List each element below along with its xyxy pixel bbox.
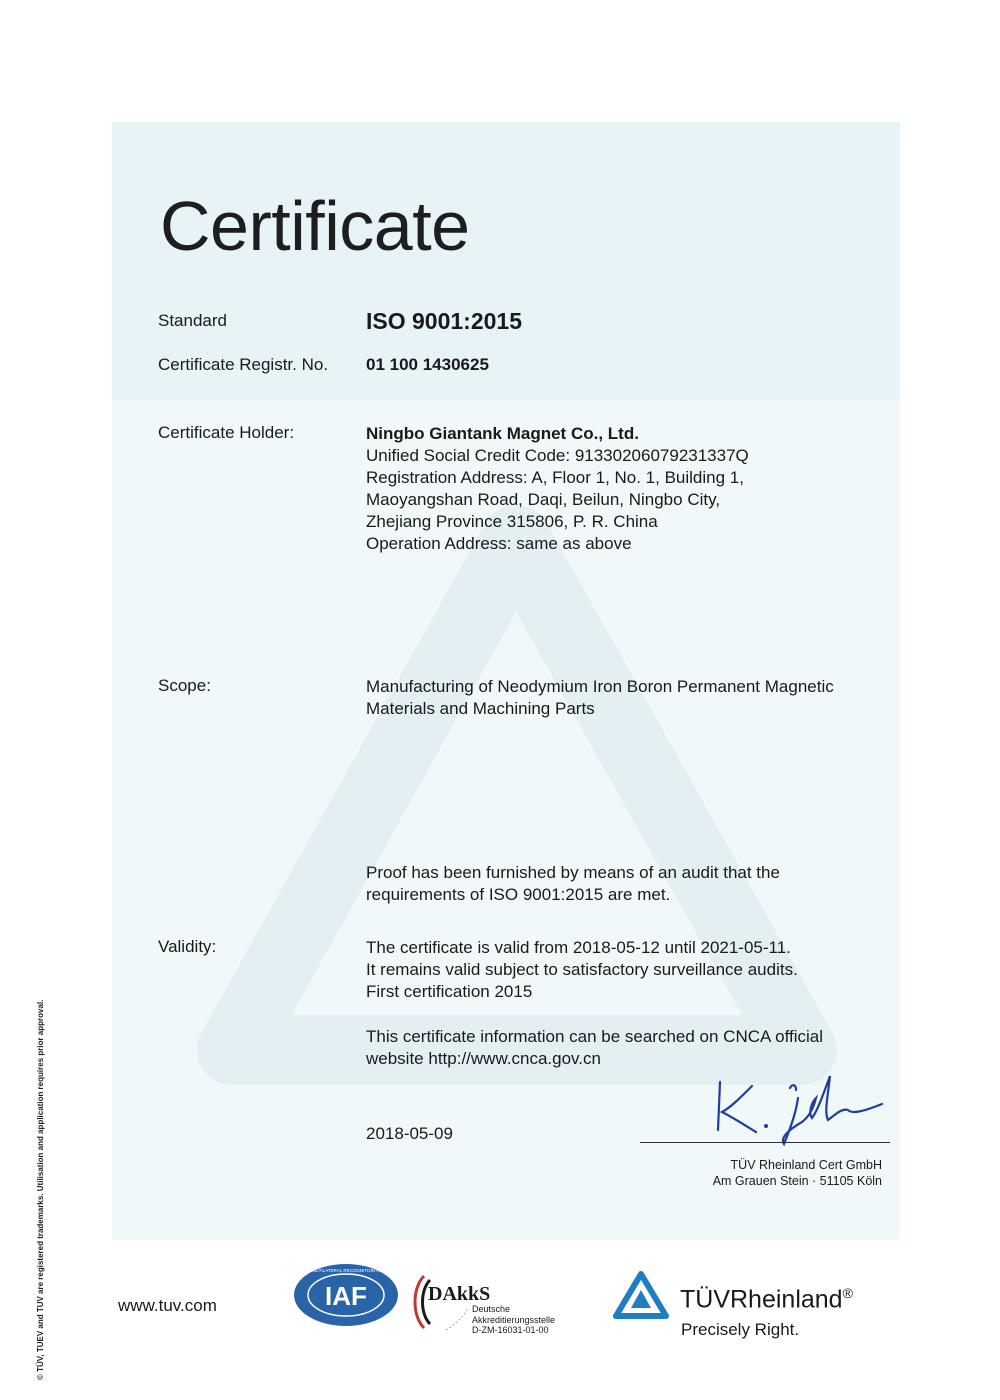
issue-date: 2018-05-09 — [366, 1124, 453, 1143]
dakks-sub-line: Deutsche — [472, 1304, 511, 1314]
validity-line: It remains valid subject to satisfactory surveillance audits. — [366, 960, 798, 979]
holder-name: Ningbo Giantank Magnet Co., Ltd. — [366, 424, 639, 443]
page-title: Certificate — [160, 187, 470, 265]
holder-line: Operation Address: same as above — [366, 534, 632, 553]
tuv-triangle-icon — [612, 1270, 670, 1320]
dakks-sub-line: Akkreditierungsstelle — [472, 1314, 556, 1325]
footer-url: www.tuv.com — [118, 1296, 217, 1315]
issuer-block — [640, 1157, 882, 1189]
proof-line: Proof has been furnished by means of an audit that the — [366, 863, 780, 882]
scope-label: Scope: — [158, 676, 211, 695]
registration-value: 01 100 1430625 — [366, 355, 489, 374]
standard-label: Standard — [158, 311, 227, 330]
tuv-slogan: Precisely Right. — [681, 1320, 800, 1339]
scope-line: Materials and Machining Parts — [366, 699, 595, 718]
cnca-block — [366, 1026, 823, 1070]
validity-label: Validity: — [158, 937, 217, 956]
holder-line: Maoyangshan Road, Daqi, Beilun, Ningbo City, — [366, 490, 721, 509]
iaf-ring-text: MEMBER OF MULTILATERAL RECOGNITION ARRANGEMENT — [280, 1268, 412, 1273]
scope-block — [366, 676, 834, 720]
cnca-line: website http://www.cnca.gov.cn — [366, 1049, 601, 1068]
holder-line: Unified Social Credit Code: 91330206079231337Q — [366, 446, 749, 465]
iaf-label: IAF — [325, 1281, 367, 1311]
issuer-address: Am Grauen Stein · 51105 Köln — [712, 1174, 882, 1188]
iaf-logo-icon — [280, 1262, 412, 1328]
holder-line: Registration Address: A, Floor 1, No. 1, Building 1, — [366, 468, 744, 487]
validity-line: The certificate is valid from 2018-05-12 until 2021-05-11. — [366, 938, 791, 957]
holder-block — [366, 423, 749, 555]
dakks-name: DAkkS — [428, 1283, 491, 1305]
issuer-name: TÜV Rheinland Cert GmbH — [730, 1158, 882, 1172]
holder-line: Zhejiang Province 315806, P. R. China — [366, 512, 658, 531]
dakks-sub — [472, 1304, 555, 1336]
validity-line: First certification 2015 — [366, 982, 533, 1001]
tuv-registered-mark: ® — [842, 1285, 853, 1301]
cnca-line: This certificate information can be searched on CNCA official — [366, 1027, 824, 1046]
signature-icon — [712, 1068, 890, 1148]
trademark-note: © TÜV, TUEV and TUV are registered trademarks. Utilisation and application requires prior approval. — [36, 999, 45, 1380]
validity-block — [366, 937, 798, 1003]
proof-block — [366, 862, 780, 906]
dakks-sub-line: D-ZM-16031-01-00 — [472, 1325, 549, 1335]
signature-line — [640, 1142, 890, 1143]
tuv-brand — [680, 1285, 853, 1314]
scope-line: Manufacturing of Neodymium Iron Boron Permanent Magnetic — [366, 677, 834, 696]
proof-line: requirements of ISO 9001:2015 are met. — [366, 885, 671, 904]
holder-label: Certificate Holder: — [158, 423, 295, 442]
registration-label: Certificate Registr. No. — [158, 355, 329, 374]
tuv-brand-text: TÜVRheinland — [680, 1285, 843, 1314]
standard-value: ISO 9001:2015 — [366, 308, 523, 334]
